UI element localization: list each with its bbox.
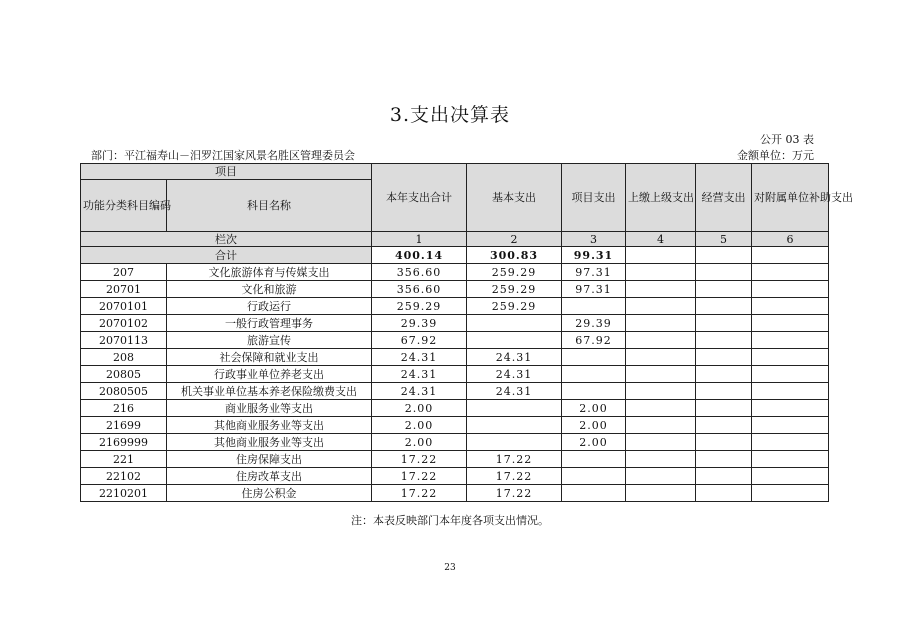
row-name: 一般行政管理事务 [167,315,372,332]
row-business [696,485,752,502]
row-basic: 259.29 [467,264,562,281]
row-subsidy [752,264,829,281]
table-row [81,298,829,315]
row-code: 22102 [81,468,167,485]
row-upper [626,315,696,332]
table-row [81,417,829,434]
row-name: 行政事业单位养老支出 [167,366,372,383]
table-row [81,264,829,281]
row-name: 住房公积金 [167,485,372,502]
row-subsidy [752,298,829,315]
row-code: 2080505 [81,383,167,400]
row-subsidy [752,434,829,451]
row-business [696,264,752,281]
row-subsidy [752,451,829,468]
row-basic [467,400,562,417]
table-row [81,400,829,417]
row-total: 2.00 [372,434,467,451]
table-row [81,485,829,502]
header-name: 科目名称 [167,180,372,232]
row-subsidy [752,332,829,349]
table-row [81,383,829,400]
row-subsidy [752,281,829,298]
row-project: 97.31 [562,264,626,281]
table-note: 注：本表反映部门本年度各项支出情况。 [351,514,549,527]
column-number: 6 [752,232,829,247]
row-total: 2.00 [372,400,467,417]
row-business [696,281,752,298]
row-name: 机关事业单位基本养老保险缴费支出 [167,383,372,400]
row-upper [626,264,696,281]
form-number: 公开 03 表 [760,133,814,146]
table-row [81,332,829,349]
row-code: 221 [81,451,167,468]
row-code: 2169999 [81,434,167,451]
row-upper [626,366,696,383]
header-item: 项目 [81,164,372,180]
column-number: 5 [696,232,752,247]
table-row [81,468,829,485]
row-total: 24.31 [372,349,467,366]
row-project [562,485,626,502]
row-upper [626,417,696,434]
row-total: 259.29 [372,298,467,315]
row-project [562,366,626,383]
row-subsidy [752,349,829,366]
header-subsidy: 对附属单位补助支出 [752,164,829,232]
row-code: 2070101 [81,298,167,315]
row-total: 2.00 [372,417,467,434]
row-basic: 24.31 [467,366,562,383]
row-name: 行政运行 [167,298,372,315]
row-business [696,434,752,451]
row-basic: 24.31 [467,383,562,400]
row-upper [626,298,696,315]
row-project [562,298,626,315]
row-business [696,315,752,332]
row-name: 住房改革支出 [167,468,372,485]
row-project: 97.31 [562,281,626,298]
row-code: 216 [81,400,167,417]
row-subsidy [752,366,829,383]
row-business [696,400,752,417]
row-project: 2.00 [562,417,626,434]
row-upper [626,281,696,298]
row-project: 2.00 [562,434,626,451]
column-number-label: 栏次 [81,232,372,247]
row-code: 20701 [81,281,167,298]
row-total: 17.22 [372,451,467,468]
row-total: 356.60 [372,281,467,298]
row-basic [467,315,562,332]
row-code: 207 [81,264,167,281]
total-basic: 300.83 [467,247,562,264]
row-subsidy [752,417,829,434]
row-business [696,332,752,349]
row-business [696,468,752,485]
row-subsidy [752,315,829,332]
row-total: 24.31 [372,383,467,400]
row-basic: 17.22 [467,451,562,468]
total-project: 99.31 [562,247,626,264]
row-upper [626,383,696,400]
row-total: 67.92 [372,332,467,349]
row-subsidy [752,383,829,400]
row-name: 其他商业服务业等支出 [167,417,372,434]
expenditure-table [80,163,853,502]
row-business [696,451,752,468]
row-name: 旅游宣传 [167,332,372,349]
table-row [81,366,829,383]
table-row [81,451,829,468]
table-row [81,434,829,451]
row-upper [626,349,696,366]
row-code: 20805 [81,366,167,383]
row-project [562,383,626,400]
row-basic: 17.22 [467,485,562,502]
amount-unit: 金额单位：万元 [737,149,814,162]
row-basic: 17.22 [467,468,562,485]
total-upper [626,247,696,264]
row-project [562,451,626,468]
header-business: 经营支出 [696,164,752,232]
row-basic [467,434,562,451]
header-basic: 基本支出 [467,164,562,232]
row-business [696,383,752,400]
row-upper [626,400,696,417]
row-name: 文化和旅游 [167,281,372,298]
row-total: 24.31 [372,366,467,383]
row-code: 2070102 [81,315,167,332]
row-code: 208 [81,349,167,366]
header-total: 本年支出合计 [372,164,467,232]
row-name: 住房保障支出 [167,451,372,468]
table-row [81,349,829,366]
row-upper [626,451,696,468]
total-label: 合计 [81,247,372,264]
row-business [696,417,752,434]
row-upper [626,332,696,349]
row-project [562,468,626,485]
row-upper [626,434,696,451]
row-name: 文化旅游体育与传媒支出 [167,264,372,281]
header-row-top [81,164,829,180]
header-code: 功能分类科目编码 [81,180,167,232]
row-business [696,349,752,366]
row-name: 社会保障和就业支出 [167,349,372,366]
row-subsidy [752,485,829,502]
row-upper [626,468,696,485]
total-amount: 400.14 [372,247,467,264]
row-business [696,366,752,383]
row-code: 2210201 [81,485,167,502]
row-total: 29.39 [372,315,467,332]
row-total: 17.22 [372,468,467,485]
row-basic: 24.31 [467,349,562,366]
total-row [81,247,829,264]
row-name: 其他商业服务业等支出 [167,434,372,451]
column-number: 3 [562,232,626,247]
row-subsidy [752,400,829,417]
row-basic: 259.29 [467,298,562,315]
page-number: 23 [444,563,456,573]
column-number-row [81,232,829,247]
column-number: 1 [372,232,467,247]
row-code: 21699 [81,417,167,434]
department-name: 部门：平江福寿山－汨罗江国家风景名胜区管理委员会 [91,149,355,162]
row-code: 2070113 [81,332,167,349]
row-project: 67.92 [562,332,626,349]
header-project: 项目支出 [562,164,626,232]
table-row [81,315,829,332]
row-project: 29.39 [562,315,626,332]
table-row [81,281,829,298]
row-project: 2.00 [562,400,626,417]
row-basic [467,417,562,434]
row-project [562,349,626,366]
total-subsidy [752,247,829,264]
row-basic [467,332,562,349]
header-upper: 上缴上级支出 [626,164,696,232]
row-upper [626,485,696,502]
column-number: 4 [626,232,696,247]
column-number: 2 [467,232,562,247]
total-business [696,247,752,264]
row-basic: 259.29 [467,281,562,298]
row-business [696,298,752,315]
document-title: 3.支出决算表 [389,104,511,126]
row-total: 17.22 [372,485,467,502]
row-subsidy [752,468,829,485]
row-total: 356.60 [372,264,467,281]
row-name: 商业服务业等支出 [167,400,372,417]
